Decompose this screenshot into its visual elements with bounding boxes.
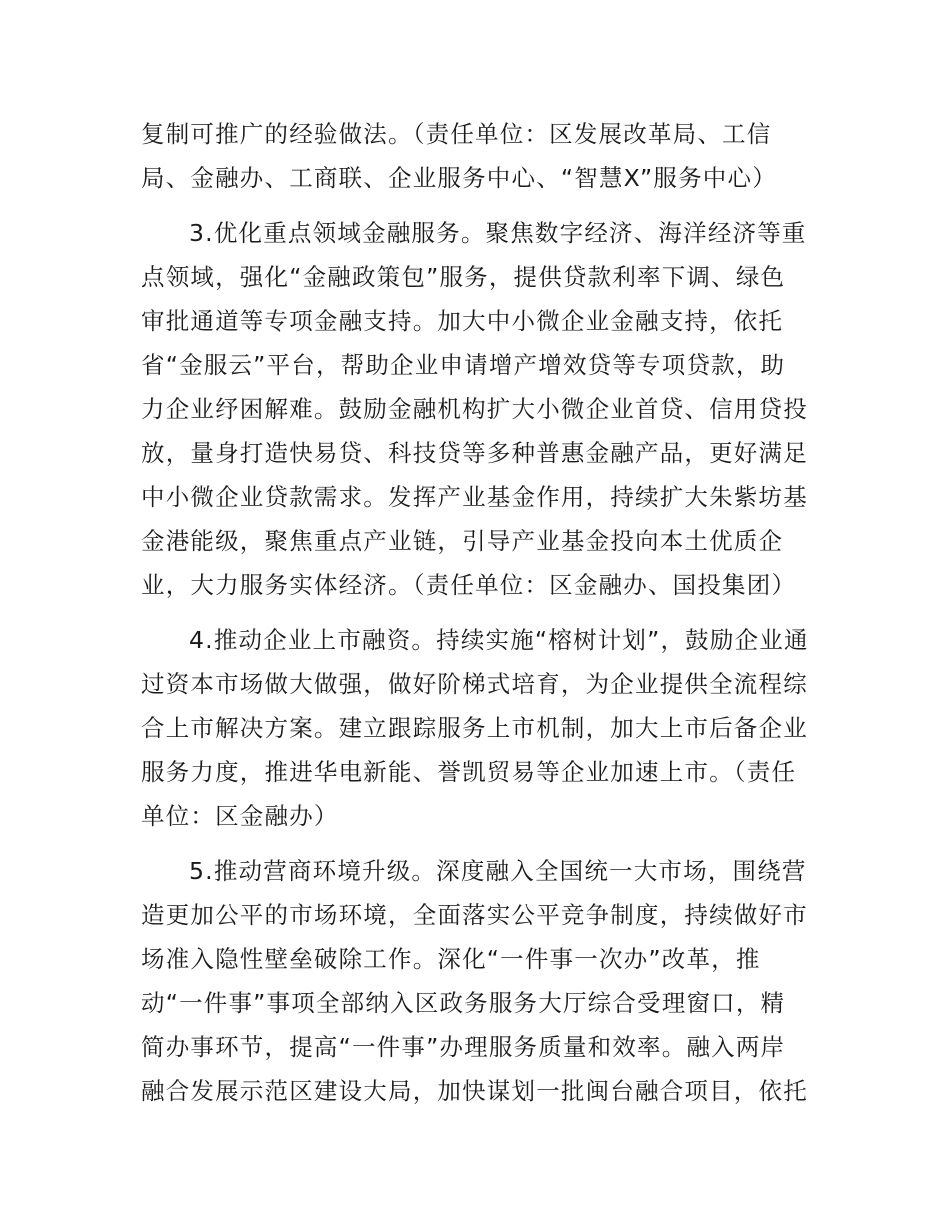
text-line: 场准入隐性壁垒破除工作。深化“一件事一次办”改革，推 [141,945,761,973]
text-line: 省“金服云”平台，帮助企业申请增产增效贷等专项贷款，助 [141,351,786,379]
text-line: 3.优化重点领域金融服务。聚焦数字经济、海洋经济等重 [189,219,807,247]
text-line: 局、金融办、工商联、企业服务中心、“智慧X”服务中心） [141,164,777,192]
text-line: 5.推动营商环境升级。深度融入全国统一大市场，围绕营 [189,857,807,885]
text-line: 力企业纾困解难。鼓励金融机构扩大小微企业首贷、信用贷投 [141,395,808,423]
text-line: 放，量身打造快易贷、科技贷等多种普惠金融产品，更好满足 [141,439,808,467]
text-line: 中小微企业贷款需求。发挥产业基金作用，持续扩大朱紫坊基 [141,483,808,511]
text-line: 动“一件事”事项全部纳入区政务服务大厅综合受理窗口，精 [141,989,786,1017]
text-line: 业，大力服务实体经济。（责任单位：区金融办、国投集团） [141,571,797,599]
text-line: 过资本市场做大做强，做好阶梯式培育，为企业提供全流程综 [141,670,808,698]
text-line: 简办事环节，提高“一件事”办理服务质量和效率。融入两岸 [141,1033,786,1061]
paragraph-business-environment [141,849,817,1113]
paragraph-financial-services [141,211,817,607]
paragraph-listing-financing [141,618,817,838]
text-line: 点领域，强化“金融政策包”服务，提供贷款利率下调、绿色 [141,263,786,291]
text-line: 造更加公平的市场环境，全面落实公平竞争制度，持续做好市 [141,901,808,929]
text-line: 复制可推广的经验做法。（责任单位：区发展改革局、工信 [141,120,772,148]
text-line: 4.推动企业上市融资。持续实施“榕树计划”，鼓励企业通 [189,626,809,654]
text-line: 审批通道等专项金融支持。加大中小微企业金融支持，依托 [141,307,784,335]
text-line: 合上市解决方案。建立跟踪服务上市机制，加大上市后备企业 [141,714,808,742]
text-line: 单位：区金融办） [141,802,339,830]
document-body [141,112,817,1124]
paragraph-continuation [141,112,817,200]
text-line: 融合发展示范区建设大局，加快谋划一批闽台融合项目，依托 [141,1077,808,1105]
text-line: 金港能级，聚焦重点产业链，引导产业基金投向本土优质企 [141,527,784,555]
text-line: 服务力度，推进华电新能、誉凯贸易等企业加速上市。（责任 [141,758,797,786]
